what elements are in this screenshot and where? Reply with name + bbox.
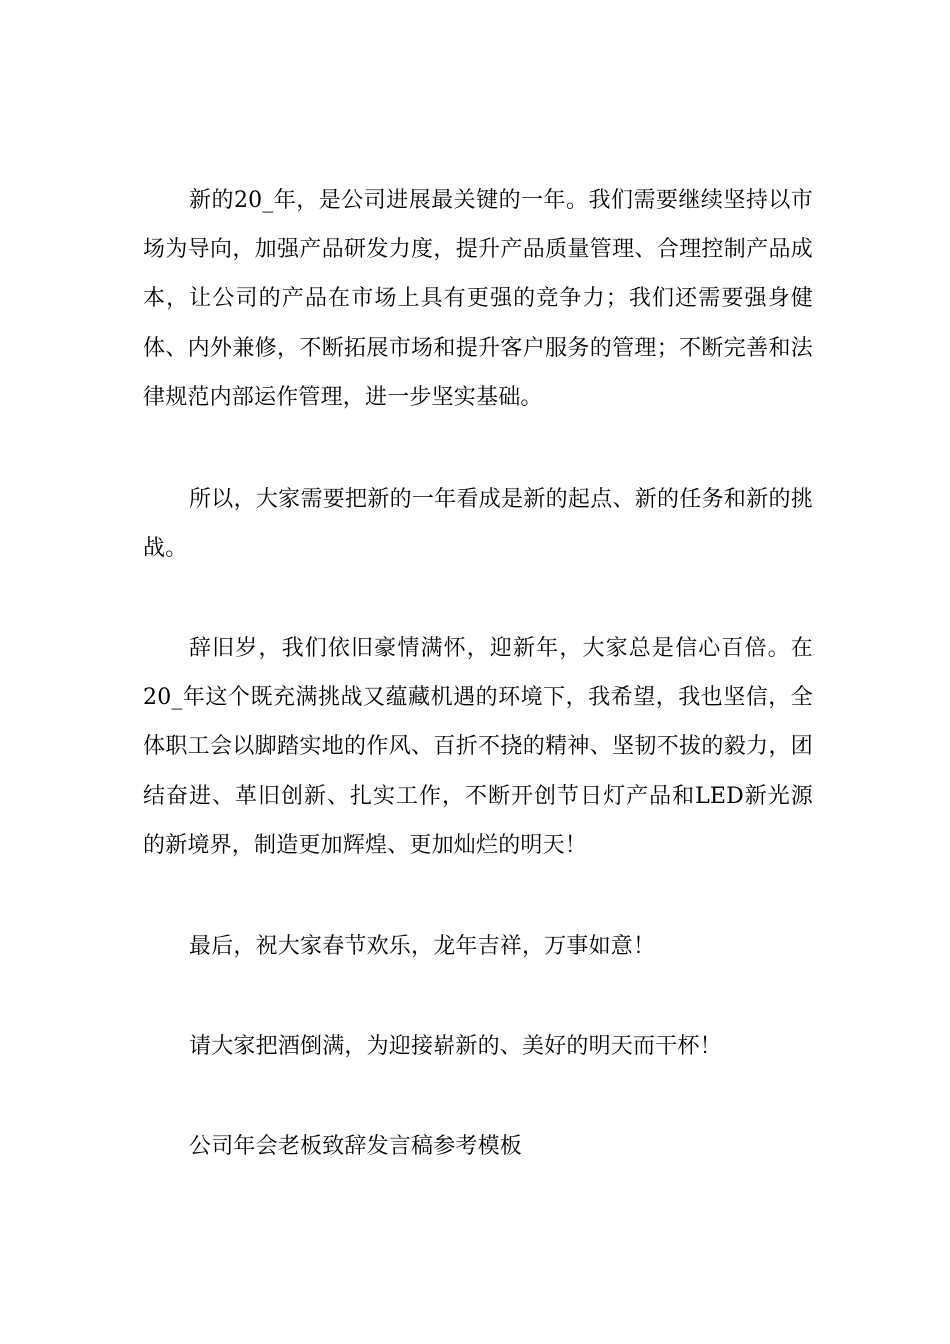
closing-wishes: 最后，祝大家春节欢乐，龙年吉祥，万事如意！ <box>189 934 656 959</box>
body-paragraph: 新的20_年，是公司进展最关键的一年。我们需要继续坚持以市场为导向，加强产品研发力度，提升产品质量管理、合理控制产品成本，让公司的产品在市场上具有更强的竞争力；我们还需要强身健体、内外兼修，不断拓展市场和提升客户服务的管理；不断完善和法律规范内部运作管理，进一步坚实基础。 <box>143 188 813 410</box>
body-paragraph: 辞旧岁，我们依旧豪情满怀，迎新年，大家总是信心百倍。在20_年这个既充满挑战又蕴藏机遇的环境下，我希望，我也坚信，全体职工会以脚踏实地的作风、百折不挠的精神、坚韧不拔的毅力，团结奋进、革旧创新、扎实工作，不断开创节日灯产品和LED新光源的新境界，制造更加辉煌、更加灿烂的明天！ <box>143 636 813 858</box>
section-title: 公司年会老板致辞发言稿参考模板 <box>189 1134 523 1159</box>
body-paragraph: 所以，大家需要把新的一年看成是新的起点、新的任务和新的挑战。 <box>143 487 813 562</box>
toast-line: 请大家把酒倒满，为迎接崭新的、美好的明天而干杯！ <box>189 1034 722 1059</box>
